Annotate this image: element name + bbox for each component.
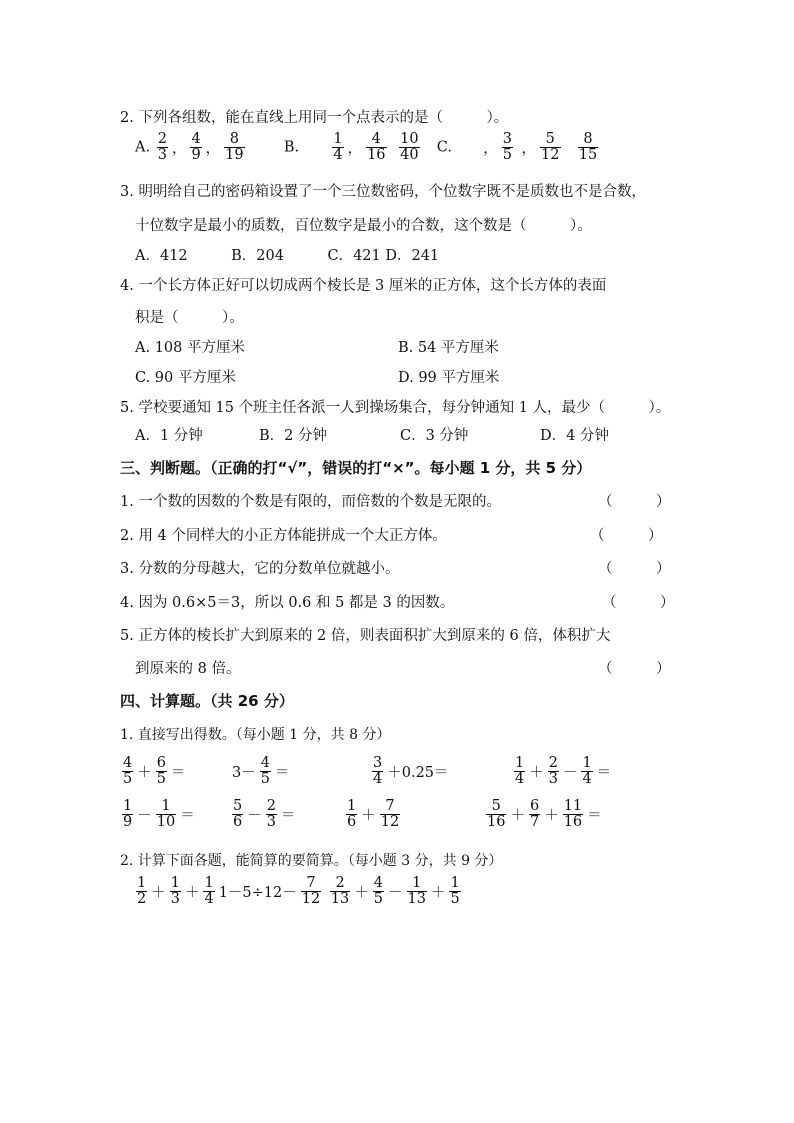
expr-2: 3－ $\frac{4}{5}$ ＝: [232, 755, 290, 788]
fraction: $\frac{4}{9}$: [191, 131, 201, 164]
fraction: $\frac{1}{4}$: [515, 755, 525, 788]
fraction: $\frac{1}{4}$: [582, 755, 592, 788]
fraction: $\frac{4}{5}$: [260, 755, 270, 788]
fraction: $\frac{4}{5}$: [123, 755, 133, 788]
fraction: $\frac{1}{4}$: [333, 131, 343, 164]
fraction: $\frac{6}{7}$: [529, 798, 540, 831]
q4-option-a: A. 108 平方厘米: [135, 340, 245, 356]
fraction: $\frac{5}{6}$: [233, 798, 243, 831]
answer-paren: （ ）: [598, 661, 671, 677]
fraction: $\frac{2}{3}$: [548, 755, 558, 788]
judge-item-2: 2. 用 4 个同样大的小正方体能拼成一个大正方体。: [120, 528, 447, 544]
expr-8: $\frac{5}{16}$ ＋ $\frac{6}{7}$ ＋ $\frac{11}{16}$ ＝: [487, 798, 602, 831]
answer-paren: （ ）: [602, 595, 675, 611]
expr-1: $\frac{4}{5}$ ＋ $\frac{6}{5}$ ＝: [123, 755, 186, 788]
judge-item-4: 4. 因为 0.6×5＝3，所以 0.6 和 5 都是 3 的因数。: [120, 595, 455, 611]
fraction: $\frac{3}{5}$: [502, 131, 512, 164]
fraction: $\frac{6}{5}$: [156, 755, 166, 788]
q2-stem: 2. 下列各组数，能在直线上用同一个点表示的是（ ）。: [120, 110, 509, 126]
fraction: $\frac{1}{10}$: [156, 798, 176, 831]
expr-7: $\frac{1}{6}$ ＋ $\frac{7}{12}$: [347, 798, 400, 831]
q4-option-b: B. 54 平方厘米: [398, 340, 499, 356]
q4-line1: 4. 一个长方体正好可以切成两个棱长是 3 厘米的正方体，这个长方体的表面: [120, 278, 607, 294]
judge-item-5-cont: 到原来的 8 倍。: [135, 661, 241, 677]
fraction: $\frac{3}{4}$: [373, 755, 383, 788]
q5-option-b: B．2 分钟: [259, 428, 327, 444]
q5-option-a: A．1 分钟: [135, 428, 203, 444]
fraction: $\frac{1}{4}$: [204, 875, 214, 908]
section4-heading: 四、计算题。（共 26 分）: [120, 692, 294, 710]
fraction: $\frac{2}{13}$: [330, 875, 350, 908]
option-b-label: B.: [283, 139, 300, 156]
judge-item-1: 1. 一个数的因数的个数是有限的，而倍数的个数是无限的。: [120, 494, 501, 510]
fraction: $\frac{2}{3}$: [157, 131, 167, 164]
fraction: $\frac{1}{13}$: [407, 875, 426, 908]
q5-option-c: C．3 分钟: [400, 428, 469, 444]
fraction: $\frac{1}{5}$: [450, 875, 460, 908]
section3-heading: 三、判断题。（正确的打“√”，错误的打“×”。每小题 1 分，共 5 分）: [120, 459, 592, 477]
answer-paren: （ ）: [598, 494, 671, 510]
fraction: $\frac{5}{12}$: [541, 131, 560, 164]
fraction: $\frac{1}{3}$: [170, 875, 180, 908]
calc-expressions: $\frac{1}{2}$ ＋ $\frac{1}{3}$ ＋ $\frac{1}{4}$ 1－5÷12－ $\frac{7}{12}$ $\frac{2}{13}$ ＋ $\frac{4}{5}$ － $\frac{1}{13}$ ＋ $\frac{1}{5}$: [137, 875, 460, 908]
fraction: $\frac{8}{19}$: [225, 131, 244, 164]
q2-options: A. $\frac{2}{3}$ ， $\frac{4}{9}$ ， $\frac{8}{19}$ B. $\frac{1}{4}$ ， $\frac{4}{16}$ $\frac{10}{40}$ C. ， $\frac{3}{5}$ ， $\frac{5}{12}$ $\frac{8}{15}$: [135, 131, 598, 164]
fraction: $\frac{7}{12}$: [301, 875, 321, 908]
expr-3: $\frac{3}{4}$ ＋0.25＝: [373, 755, 449, 788]
fraction: $\frac{1}{9}$: [123, 798, 133, 831]
fraction: $\frac{2}{3}$: [266, 798, 276, 831]
q4-option-c: C. 90 平方厘米: [135, 370, 236, 386]
expr-6: $\frac{5}{6}$ － $\frac{2}{3}$ ＝: [233, 798, 296, 831]
section4-sub1: 1. 直接写出得数。（每小题 1 分，共 8 分）: [120, 727, 391, 743]
fraction: $\frac{1}{6}$: [347, 798, 357, 831]
q3-line2: 十位数字是最小的质数，百位数字是最小的合数，这个数是（ ）。: [135, 218, 592, 234]
judge-item-5: 5. 正方体的棱长扩大到原来的 2 倍，则表面积扩大到原来的 6 倍，体积扩大: [120, 628, 611, 644]
section4-sub2: 2. 计算下面各题，能简算的要简算。（每小题 3 分，共 9 分）: [120, 853, 503, 869]
q5-option-d: D．4 分钟: [540, 428, 609, 444]
q4-option-d: D. 99 平方厘米: [398, 370, 500, 386]
fraction: $\frac{4}{16}$: [367, 131, 386, 164]
expr-4: $\frac{1}{4}$ ＋ $\frac{2}{3}$ － $\frac{1}{4}$ ＝: [515, 755, 612, 788]
fraction: $\frac{1}{2}$: [137, 875, 147, 908]
answer-paren: （ ）: [598, 561, 671, 577]
q3-line1: 3. 明明给自己的密码箱设置了一个三位数密码，个位数字既不是质数也不是合数，: [120, 184, 646, 200]
fraction: $\frac{8}{15}$: [578, 131, 598, 164]
q5-stem: 5. 学校要通知 15 个班主任各派一人到操场集合，每分钟通知 1 人，最少（ ）。: [120, 400, 671, 416]
fraction: $\frac{4}{5}$: [373, 875, 384, 908]
option-c-label: C.: [436, 139, 452, 156]
fraction: $\frac{7}{12}$: [380, 798, 400, 831]
q4-line2: 积是（ ）。: [135, 310, 244, 326]
fraction: $\frac{10}{40}$: [400, 131, 419, 164]
expr-5: $\frac{1}{9}$ － $\frac{1}{10}$ ＝: [123, 798, 195, 831]
q3-options: A．412 B．204 C．421 D．241: [135, 248, 440, 264]
answer-paren: （ ）: [590, 528, 663, 544]
judge-item-3: 3. 分数的分母越大，它的分数单位就越小。: [120, 561, 400, 577]
fraction: $\frac{5}{16}$: [487, 798, 506, 831]
fraction: $\frac{11}{16}$: [563, 798, 583, 831]
option-a-label: A.: [135, 139, 151, 156]
